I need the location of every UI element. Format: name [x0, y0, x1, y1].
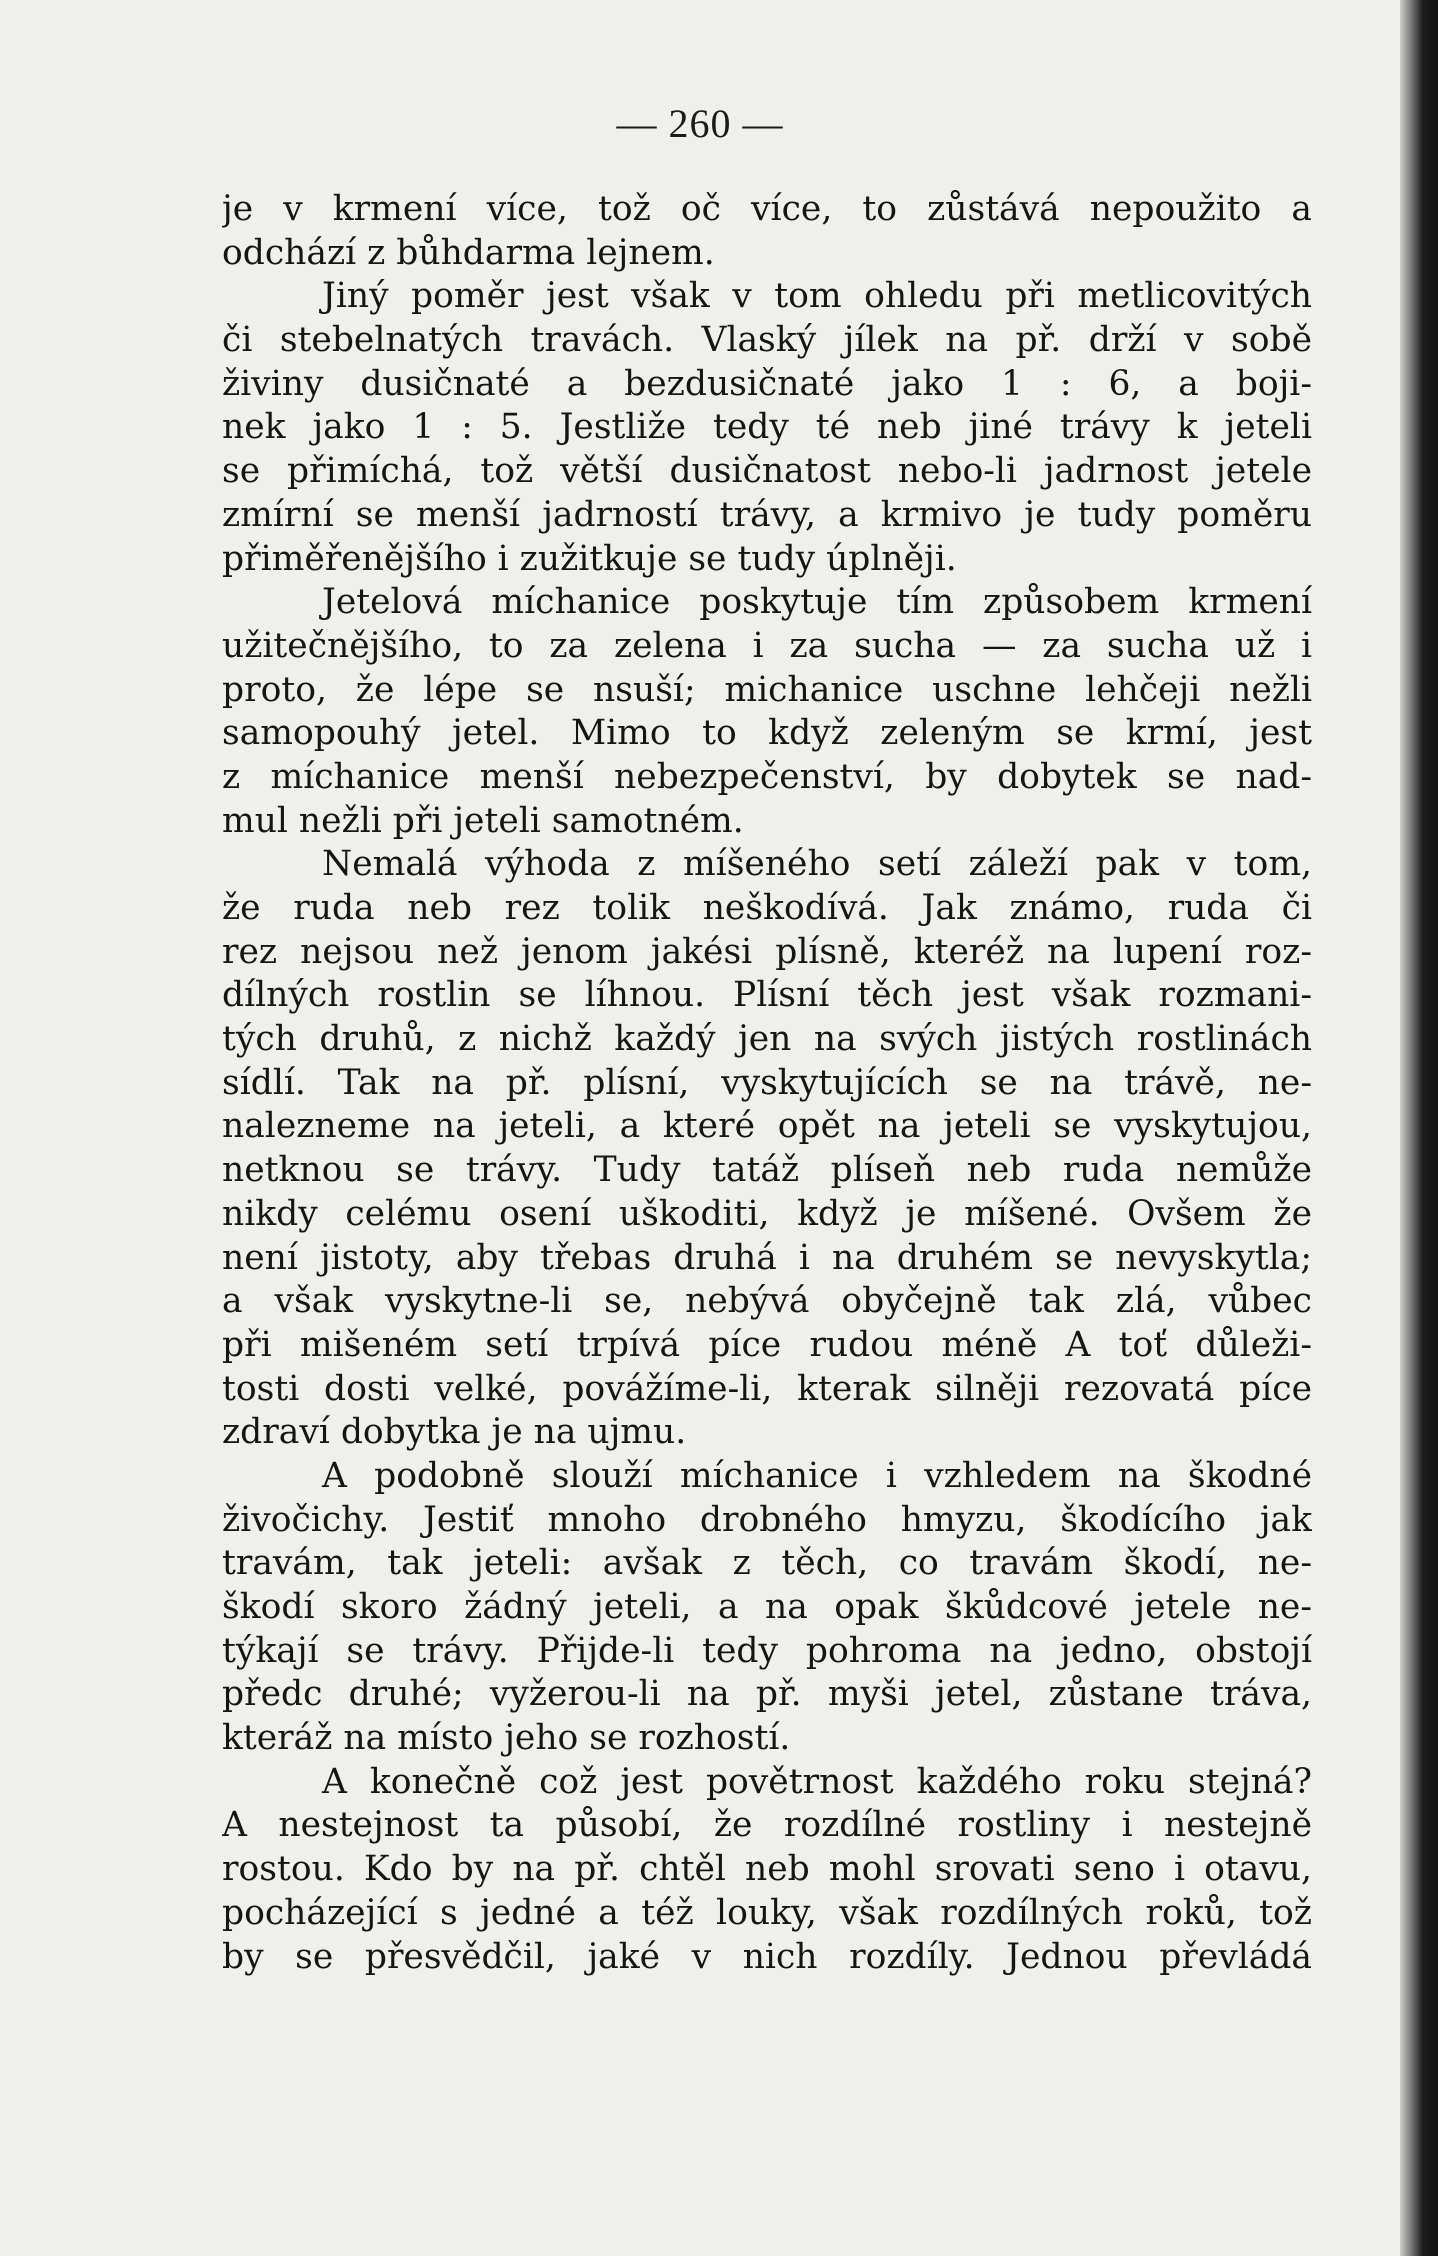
text-line: nek jako 1 : 5. Jestliže tedy té neb jiné trávy k jeteli: [222, 407, 1312, 448]
body-text: [222, 188, 1312, 1979]
text-line: že ruda neb rez tolik neškodívá. Jak známo, ruda či: [222, 888, 1312, 928]
text-line: travám, tak jeteli: avšak z těch, co travám škodí, ne-: [222, 1543, 1312, 1584]
text-line: přiměřenějšího i zužitkuje se tudy úplněji.: [222, 538, 957, 579]
text-line: A podobně slouží míchanice i vzhledem na škodné: [322, 1455, 1312, 1496]
text-line: týkají se trávy. Přijde-li tedy pohroma na jedno, obstojí: [222, 1630, 1312, 1671]
page-number: — 260 —: [616, 101, 784, 146]
text-line: nalezneme na jeteli, a které opět na jeteli se vyskytujou,: [222, 1106, 1312, 1147]
text-line: dílných rostlin se líhnou. Plísní těch jest však rozmani-: [222, 975, 1312, 1016]
text-line: proto, že lépe se nsuší; michanice uschne lehčeji nežli: [222, 669, 1312, 710]
text-line: tých druhů, z nichž každý jen na svých jistých rostlinách: [222, 1019, 1312, 1060]
text-line: je v krmení více, tož oč více, to zůstává nepoužito a: [222, 189, 1312, 229]
text-line: předc druhé; vyžerou-li na př. myši jetel, zůstane tráva,: [222, 1674, 1312, 1715]
text-line: Nemalá výhoda z míšeného setí záleží pak v tom,: [322, 844, 1312, 885]
text-line: Jetelová míchanice poskytuje tím způsobem krmení: [322, 582, 1312, 623]
text-line: živočichy. Jestiť mnoho drobného hmyzu, škodícího jak: [222, 1499, 1312, 1540]
text-line: není jistoty, aby třebas druhá i na druhém se nevyskytla;: [222, 1237, 1312, 1278]
text-line: z míchanice menší nebezpečenství, by dobytek se nad-: [222, 756, 1312, 797]
text-line: živiny dusičnaté a bezdusičnaté jako 1 : 6, a boji-: [222, 363, 1312, 404]
text-line: či stebelnatých travách. Vlaský jílek na př. drží v sobě: [222, 320, 1312, 361]
text-line: se přimíchá, tož větší dusičnatost nebo-li jadrnost jetele: [222, 451, 1312, 492]
text-line: a však vyskytne-li se, nebývá obyčejně tak zlá, vůbec: [222, 1281, 1312, 1322]
scan-edge-shadow: [1400, 0, 1438, 2256]
text-line: by se přesvědčil, jaké v nich rozdíly. Jednou převládá: [222, 1936, 1312, 1977]
text-line: při mišeném setí trpívá píce rudou méně A toť důleži-: [222, 1324, 1312, 1365]
text-line: netknou se trávy. Tudy tatáž plíseň neb ruda nemůže: [222, 1150, 1312, 1191]
text-line: tosti dosti velké, povážíme-li, kterak silněji rezovatá píce: [222, 1368, 1312, 1409]
text-line: rostou. Kdo by na př. chtěl neb mohl srovati seno i otavu,: [222, 1849, 1312, 1890]
text-line: odchází z bůhdarma lejnem.: [222, 232, 715, 273]
text-line: mul nežli při jeteli samotném.: [222, 800, 744, 841]
text-line: zmírní se menší jadrností trávy, a krmivo je tudy poměru: [222, 494, 1312, 535]
text-line: zdraví dobytka je na ujmu.: [222, 1412, 687, 1453]
text-line: užitečnějšího, to za zelena i za sucha — za sucha už i: [222, 625, 1312, 666]
text-line: A nestejnost ta působí, že rozdílné rostliny i nestejně: [222, 1805, 1312, 1846]
text-line: rez nejsou než jenom jakési plísně, kteréž na lupení roz-: [222, 931, 1312, 972]
text-line: samopouhý jetel. Mimo to když zeleným se krmí, jest: [222, 713, 1312, 754]
text-line: Jiný poměr jest však v tom ohledu při metlicovitých: [322, 276, 1312, 317]
text-line: škodí skoro žádný jeteli, a na opak škůdcové jetele ne-: [222, 1587, 1312, 1627]
text-line: A konečně což jest povětrnost každého roku stejná?: [322, 1761, 1312, 1802]
text-line: kteráž na místo jeho se rozhostí.: [222, 1718, 791, 1759]
text-line: sídlí. Tak na př. plísní, vyskytujících se na trávě, ne-: [222, 1062, 1312, 1103]
text-line: pocházející s jedné a též louky, však rozdílných roků, tož: [222, 1892, 1312, 1933]
text-line: nikdy celému osení uškoditi, když je míšené. Ovšem že: [222, 1193, 1312, 1234]
